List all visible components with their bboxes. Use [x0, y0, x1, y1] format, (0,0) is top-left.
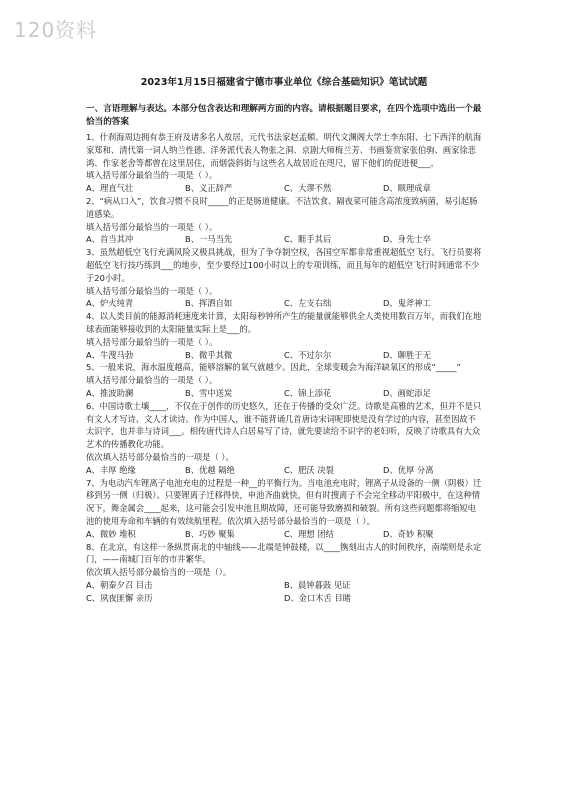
option-b: B、挥洒自如: [185, 298, 233, 309]
options-row: [86, 349, 482, 362]
options-row: [86, 182, 482, 195]
options-row: [86, 233, 482, 246]
option-b: B、义正辞严: [185, 183, 233, 194]
option-b: B、雪中送炭: [185, 387, 233, 398]
options-row: [86, 297, 482, 310]
option-d: D、顺理成章: [383, 183, 431, 194]
question-3: [86, 246, 482, 310]
option-c: C、夙夜匪懈 亲历: [86, 592, 153, 603]
question-4: [86, 310, 482, 361]
option-c: C、锦上添花: [284, 387, 332, 398]
question-text: 8、在北京，有这样一条纵贯南北的中轴线——北端是钟鼓楼，以____镌刻出古人的时间秩序，南端则是永定门，——南城门百年的市井繁华。: [86, 541, 482, 565]
question-text: 1、什刹海周边拥有恭王府及诸多名人故居，元代书法家赵孟頫、明代文渊阁大学士李东阳、七下西洋的航海家郑和、清代第一词人纳兰性德、洋务派代表人物张之洞、京剧大师梅兰芳、书画鉴赏家张伯驹、画家徐悲鸿、作家老舍等都曾在这里居住，而烟袋斜街与这些名人故居近在咫尺，留下他们的促进便___。: [86, 132, 482, 168]
question-prompt: 依次填入括号部分最恰当的一项是（ ）。: [86, 451, 234, 462]
question-prompt: 填入括号部分最恰当的一项是（ ）。: [86, 221, 218, 232]
option-b: B、一马当先: [185, 234, 233, 245]
question-prompt: 填入括号部分最恰当的一项是（ ）。: [86, 170, 218, 181]
option-c: C、大谬不然: [284, 183, 332, 194]
option-b: B、巧妙 聚集: [185, 528, 235, 539]
exam-document: [86, 76, 482, 604]
option-a: A、理直气壮: [86, 183, 134, 194]
option-a: A、牛溲马勃: [86, 349, 134, 360]
option-b: B、晨钟暮鼓 见证: [284, 579, 351, 590]
question-text: 5、一般来说，海水温度越高，能够溶解的氧气就越少。因此，全球变暖会为海洋缺氧区的形成“_____”: [86, 362, 461, 373]
question-prompt: 填入括号部分最恰当的一项是（ ）。: [86, 375, 218, 386]
option-d: D、聊胜于无: [383, 349, 431, 360]
question-5: [86, 361, 482, 399]
question-text: 7、为电动汽车锂离子电池充电的过程是一种__的平衡行为。当电池充电时，锂离子从设备的一侧（阴极）迁移到另一侧（归极）。只要锂离子迁移得快，申池齐曲就快，但有时搜离子不会完全移动平阳极中，在这种情况下，舞金属会____起来，这可能会引发申池且期故障，还可能导致磨损和破裂。所有这些问题都将缩短电池的使用寿命和车辆的有效续航里程。依次填入括号部分最恰当的一项是（ ）。: [86, 477, 482, 526]
option-c: C、不过尔尔: [284, 349, 332, 360]
option-a: A、丰厚 绝缘: [86, 464, 136, 475]
question-7: [86, 477, 482, 541]
option-c: C、理想 团结: [284, 528, 334, 539]
question-text: 6、中国诗歌土壤____，不仅在于创作的历史悠久，还在于传播的受众广泛。诗歌是高雅的艺术，但并不是只有文人才写诗、文人才读诗。作为中国人，谁不能背诵几首唐诗宋词呢即使是没有学过的内容，甚至因故不太识字，也并非与诗词___。相传唐代诗人白居易写了诗，就先要读给不识字的老妇听，反映了诗歌具有大众艺术的传播教化功能。: [86, 400, 482, 450]
options-row: [86, 387, 482, 400]
question-8: [86, 541, 482, 605]
option-d: D、身先士卒: [383, 234, 431, 245]
question-text: 4、以人类目前的能源消耗速度来计算，太阳每秒钟所产生的能量就能够供全人类使用数百万年，而我们在地球表面能够接收到的太阳能量实际上是___的。: [86, 311, 482, 334]
option-d: D、奇妙 积聚: [383, 528, 434, 539]
option-d: D、优厚 分离: [383, 464, 434, 475]
option-a: A、推波助澜: [86, 387, 134, 398]
question-2: [86, 195, 482, 246]
option-c: C、肥沃 决裂: [284, 464, 334, 475]
option-c: C、睚手其后: [284, 234, 332, 245]
options-row: [86, 528, 482, 541]
option-b: B、优越 隔绝: [185, 464, 235, 475]
question-prompt: 填入括号部分最恰当的一项是（ ）。: [86, 285, 218, 296]
option-d: D、金口木舌 目睹: [284, 592, 352, 603]
option-d: D、画蛇添足: [383, 387, 431, 398]
option-a: A、朝秦夕召 目击: [86, 579, 153, 590]
question-text: 2、“病从口入”，饮食习惯不良时_____的正是肠道健康。不洁饮食、隔夜菜可能含高浓度致病菌，易引起肠道感染。: [86, 195, 478, 219]
question-prompt: 填入括号部分最恰当的一项是（ ）。: [86, 336, 218, 347]
options-grid: [86, 579, 482, 605]
option-a: A、微妙 堆积: [86, 528, 136, 539]
option-d: D、鬼斧神工: [383, 298, 431, 309]
question-prompt: 依次填入括号部分最恰当的一项是（）。: [86, 567, 232, 578]
watermark-logo: 120资料: [14, 18, 98, 42]
page-title: 2023年1月15日福建省宁德市事业单位《综合基础知识》笔试试题: [140, 77, 428, 88]
option-a: A、炉火纯青: [86, 298, 134, 309]
option-b: B、微乎其微: [185, 349, 233, 360]
question-text: 3、虽然超低空飞行充满风险又极具挑战，但为了争夺制空权，各国空军都非常重视超低空飞行。飞行员要将超低空飞行技巧练到___的地步，至少要经过100小时以上的专项训练，而且每年的超低空飞行时间通常不少于20小时。: [86, 247, 482, 283]
question-6: [86, 400, 482, 477]
question-1: [86, 131, 482, 195]
option-c: C、左支右绌: [284, 298, 332, 309]
option-a: A、首当其冲: [86, 234, 134, 245]
options-row: [86, 464, 482, 477]
section-heading: 一、言语理解与表达。本部分包含表达和理解两方面的内容。请根据题目要求，在四个选项中选出一个最恰当的答案: [86, 104, 482, 127]
